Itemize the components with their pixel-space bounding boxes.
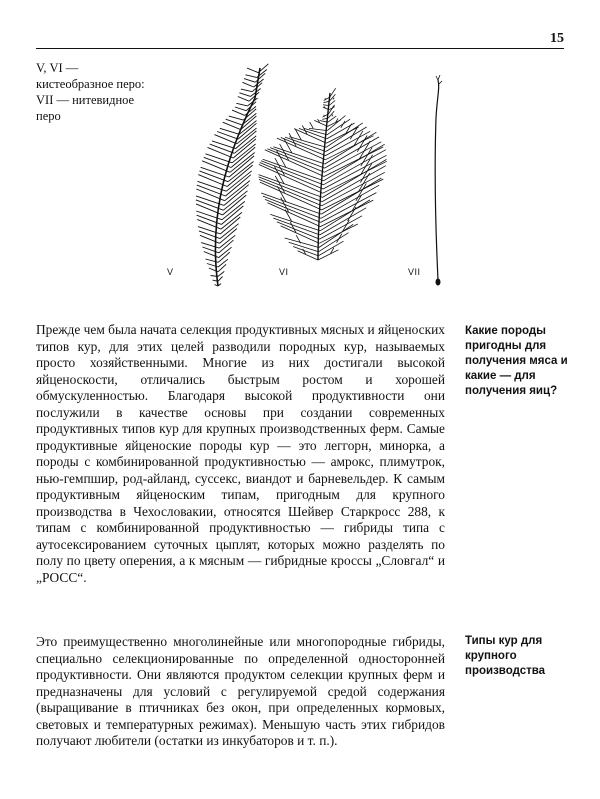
side-note-breeds-question: Какие породы пригодны для получения мяса и какие — для получения яиц? [465, 325, 568, 397]
feather-vii-drawing [435, 75, 442, 285]
feather-v-drawing [196, 64, 269, 286]
figure-label-v: V [167, 267, 174, 277]
figure-label-vi: VI [279, 267, 289, 277]
feather-vi-drawing [259, 88, 387, 260]
figure-label-vii: VII [408, 267, 421, 277]
feather-figure [150, 58, 460, 298]
paragraph-hybrids: Это преимущественно многолинейные или многопородные гибриды, специально селекционированные по определенной односторонней продуктивности. Они являются продуктом селекции крупных ферм и предназначены для условий с регулируемой средой содержания (выращивание в птичниках без окон, при определенных кормовых, световых и температурных режимах). Меньшую часть этих гибридов получают любители (остатки из инкубаторов и т. п.). [36, 634, 445, 748]
figure-caption: V, VI — кистеобразное перо: VII — нитевидное перо [36, 61, 145, 123]
page-number: 15 [550, 31, 564, 46]
side-note-farm-types: Типы кур для крупного производства [465, 635, 546, 677]
feather-illustrations [150, 58, 460, 298]
paragraph-breeds: Прежде чем была начата селекция продуктивных мясных и яйценоских типов кур, для этих целей разводили породных кур, называемых просто хозяйственными. Многие из них достигали высокой яйценоскости, отличались быстрым ростом и хорошей обмускуленностью. Благодаря высокой продуктивности они послужили в качестве основы при создании современных продуктивных типов кур для крупных производственных ферм. Самые продуктивные яйценоские породы кур — это леггорн, минорка, а породы с комбинированной продуктивностью — амрокс, плимутрок, нью-гемпшир, род-айланд, суссекс, виандот и барневельдер. К самым продуктивным яйценоским типам, пригодным для крупного производства в Чехословакии, относятся Шейвер Старкросс 288, к типам с комбинированной продуктивностью — гибриды типа с аутосексированием суточных цыплят, которых можно разделять по полу по цвету оперения, а к мясным — гибридные кроссы „Словгал“ и „РОСС“. [36, 322, 445, 585]
header-rule [36, 48, 564, 49]
